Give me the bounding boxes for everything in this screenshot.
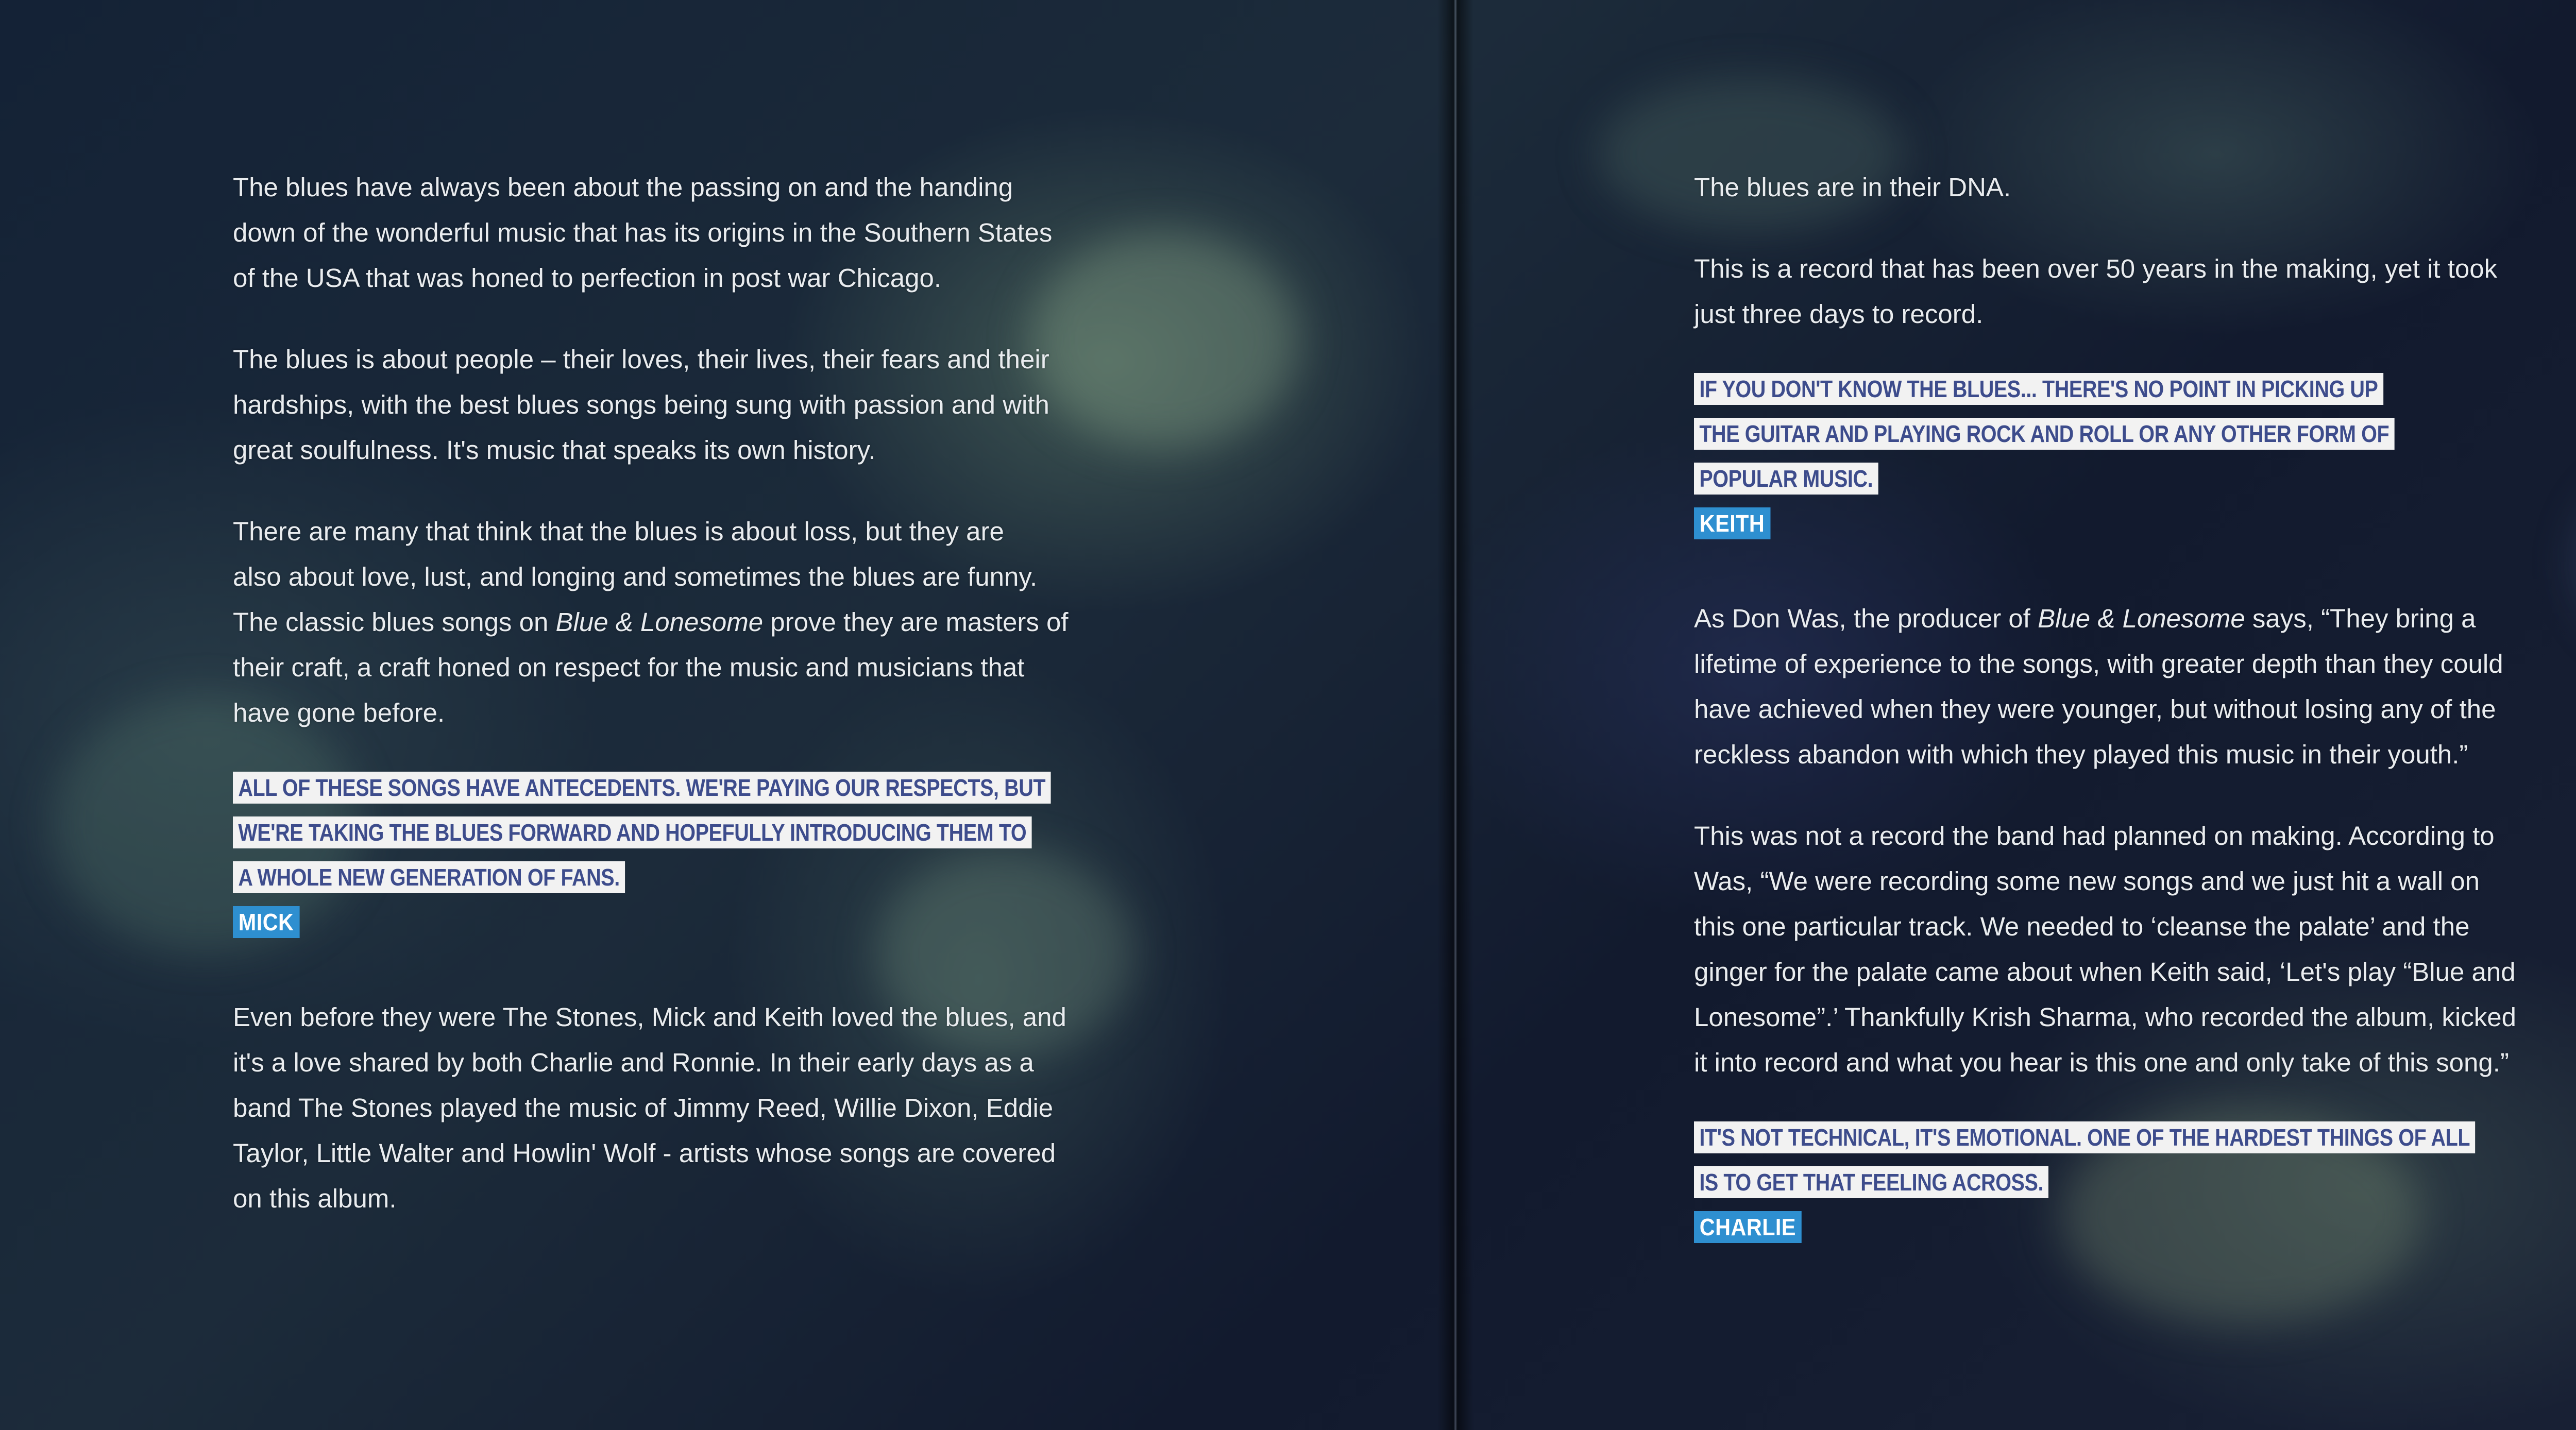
- quote-line: IT'S NOT TECHNICAL, IT'S EMOTIONAL. ONE OF THE HARDEST THINGS OF ALL: [1694, 1121, 2475, 1153]
- quote-line: IS TO GET THAT FEELING ACROSS.: [1694, 1166, 2048, 1198]
- album-title: Blue & Lonesome: [2038, 604, 2245, 633]
- left-text-column: [233, 165, 1222, 1257]
- pull-quote: [1694, 373, 2576, 539]
- speaker-tag: CHARLIE: [1694, 1211, 1802, 1243]
- pull-quote: [233, 772, 1222, 938]
- right-page: [1458, 0, 2576, 1430]
- paragraph: This is a record that has been over 50 years in the making, yet it took just three days to record.: [1694, 254, 2498, 329]
- paragraph: As Don Was, the producer of Blue & Lonesome says, “They bring a lifetime of experience to the songs, with greater depth than they could have achieved when they were younger, but without losing any of the reckless abandon with which they played this music in their youth.”: [1694, 604, 2503, 769]
- quote-line: THE GUITAR AND PLAYING ROCK AND ROLL OR ANY OTHER FORM OF: [1694, 418, 2395, 450]
- quote-line: ALL OF THESE SONGS HAVE ANTECEDENTS. WE'RE PAYING OUR RESPECTS, BUT: [233, 772, 1050, 804]
- quote-text: [1694, 1121, 2576, 1211]
- paragraph: The blues have always been about the passing on and the handing down of the wonderful music that has its origins in the Southern States of the USA that was honed to perfection in post war Chicago.: [233, 173, 1053, 293]
- quote-line: POPULAR MUSIC.: [1694, 463, 1878, 495]
- paragraph: This was not a record the band had planned on making. According to Was, “We were recording some new songs and we just hit a wall on this one particular track. We needed to ‘cleanse the palate’ and the ginger for the palate came about when Keith said, ‘Let's play “Blue and Lonesome”.’ Thankfully Krish Sharma, who recorded the album, kicked it into record and what you hear is this one and only take of this song.”: [1694, 821, 2516, 1077]
- speaker-tag: KEITH: [1694, 507, 1770, 539]
- quote-line: WE'RE TAKING THE BLUES FORWARD AND HOPEFULLY INTRODUCING THEM TO: [233, 816, 1032, 848]
- pull-quote: [1694, 1121, 2576, 1243]
- paragraph: Even before they were The Stones, Mick and Keith loved the blues, and it's a love shared by both Charlie and Ronnie. In their early days as a band The Stones played the music of Jimmy Reed, Willie Dixon, Eddie Taylor, Little Walter and Howlin' Wolf - artists whose songs are covered on this album.: [233, 1002, 1066, 1213]
- quote-text: [233, 772, 1222, 906]
- album-title: Blue & Lonesome: [555, 607, 764, 637]
- quote-line: IF YOU DON'T KNOW THE BLUES... THERE'S NO POINT IN PICKING UP: [1694, 373, 2383, 405]
- speaker-tag: MICK: [233, 906, 299, 938]
- paragraph: There are many that think that the blues is about loss, but they are also about love, lust, and longing and sometimes the blues are funny. The classic blues songs on Blue & Lonesome prove they are masters of their craft, a craft honed on respect for the music and musicians that have gone before.: [233, 517, 1069, 727]
- paragraph: The blues is about people – their loves, their lives, their fears and their hardships, with the best blues songs being sung with passion and with great soulfulness. It's music that speaks its own history.: [233, 345, 1049, 465]
- paragraph: The blues are in their DNA.: [1694, 173, 2011, 202]
- right-text-column: [1694, 165, 2576, 1300]
- quote-text: [1694, 373, 2576, 507]
- quote-line: A WHOLE NEW GENERATION OF FANS.: [233, 861, 625, 893]
